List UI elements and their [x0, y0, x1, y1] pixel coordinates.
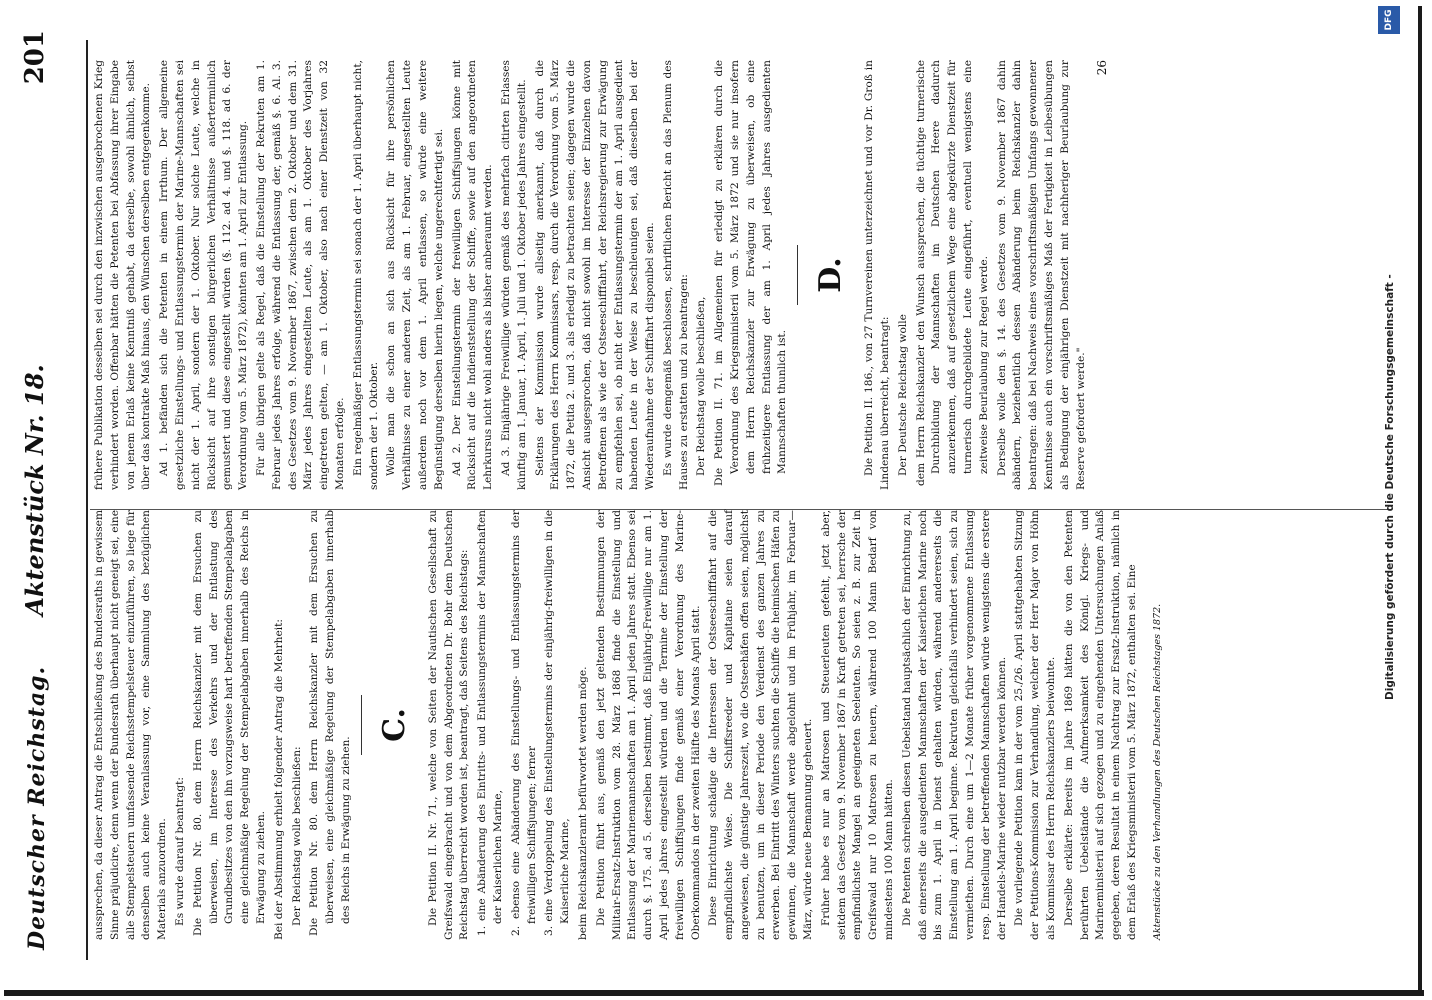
paragraph: Die Petition II. Nr. 71., welche von Seiten der Nautischen Gesellschaft zu Greifswald eingebracht und von dem Abgeordneten Dr. Bohr dem Deutschen Reichstag überreicht worden ist, beantragt, daß Seitens des Reichstags:: [426, 510, 471, 940]
paragraph: Die Petition Nr. 80. dem Herrn Reichskanzler mit dem Ersuchen zu überweisen, eine gleichmäßige Regelung der Stempelabgaben innerhalb des Reichs in Erwägung zu ziehen.: [308, 510, 352, 936]
paragraph: Die Petition II. 186., von 27 Turnvereinen unterzeichnet und vor Dr. Groß in Lindenau überreicht, beantragt:: [863, 60, 892, 490]
paragraph: Der Deutsche Reichstag wolle: [896, 314, 909, 476]
section-heading-c: C.: [376, 708, 412, 742]
dfg-logo: DFG: [1378, 6, 1400, 34]
paragraph: Die Petenten schreiben diesen Uebelstand hauptsächlich der Einrichtung zu, daß einerseits die ausgedienten Mannschaften der Kaiserlichen Marine noch bis zum 1. April in Dienst gehalten würden, während andererseits die Einstellung am 1. April beginne. Rekruten gleichfalls verhindert seien, sich zu vermiethen. Durch eine um 1—2 Monate früher vorgenommene Entlassung resp. Einstellung der betreffenden Mannschaften würde wenigstens die erstere der Handels-Marine wieder nutzbar werden können.: [900, 510, 1008, 940]
paragraph: Bei der Abstimmung erhielt folgender Antrag die Mehrheit:: [272, 619, 285, 940]
header-publication: Deutscher Reichstag.: [24, 665, 50, 950]
left-column: [92, 510, 1164, 940]
list-item: 1. eine Abänderung des Eintritts- und Entlassungstermins der Mannschaften der Kaiserlichen Marine,: [476, 510, 504, 936]
paragraph: Diese Einrichtung schädige die Interessen der Ostseeschifffahrt auf die empfindlichste Weise. Die Schiffsreeder und Kapitaine seien darauf angewiesen, die günstige Jahreszeit, wo die Ostseehäfen offen seien, möglichst zu benutzen, um in dieser Periode den Verdienst des ganzen Jahres zu erwerben. Bei Eintritt des Winters suchten die Schiffe die heimischen Häfen zu gewinnen, die Mannschaft werde abgelohnt und im Frühjahr, im Februar—März, würde neue Bemannung geheuert.: [707, 510, 815, 940]
paragraph: Derselbe wolle den §. 14. des Gesetzes vom 9. November 1867 dahin abändern, beziehentlich dessen Abänderung beim Reichskanzler dahin beantragen: daß bei Nachweis eines vorschriftsmäßigen Umfangs gewonnener Kenntnisse auch ein vorschriftsmäßiges Maß der Fertigkeit in Leibesübungen als Bedingung der einjährigen Dienstzeit mit nachheriger Beurlaubung zur Reserve gefordert werde.": [995, 60, 1087, 490]
section-divider: [361, 695, 362, 755]
right-column: [92, 60, 1111, 490]
paragraph: Ad 3. Einjährige Freiwillige würden gemäß des mehrfach citirten Erlasses künftig am 1. Januar, 1. April, 1. Juli und 1. Oktober jedes Jahres eingestellt.: [499, 60, 528, 490]
paragraph: Wolle man die schon an sich aus Rücksicht für ihre persönlichen Verhältnisse zu einer anderen Zeit, als am 1. Februar, eingestellten Leute außerdem noch vor dem 1. April entlassen, so würde eine weitere Begünstigung derselben hierin liegen, welche ungerechtfertigt sei.: [385, 60, 445, 490]
paragraph: Seitens der Kommission wurde allseitig anerkannt, daß durch die Erklärungen des Herrn Kommissars, resp. durch die Verordnung vom 5. März 1872, die Petita 2. und 3. als erledigt zu betrachten seien; dagegen wurde die Ansicht ausgesprochen, daß nicht sowohl im Interesse der Einzelnen davon Betroffenen als wie der Ostseeschifffahrt, der Reichsregierung zur Erwägung zu empfehlen sei, ob nicht der Entlassungstermin der am 1. April ausgedient habenden Leute in der Weise zu beschleunigen sei, daß dieselben bei der Wiederaufnahme der Schifffahrt disponibel seien.: [533, 60, 657, 490]
paragraph: Ein regelmäßiger Entlassungstermin sei sonach der 1. April überhaupt nicht, sondern der 1. Oktober.: [351, 60, 380, 490]
signature-marker: 26: [1095, 60, 1110, 76]
page-header: [18, 20, 58, 960]
paragraph: Der Reichstag wolle beschließen,: [695, 296, 708, 476]
scan-edge-left: [4, 990, 1424, 996]
paragraph: Ad 2. Der Einstellungstermin der freiwilligen Schiffsjungen könne mit Rücksicht auf die Indienststellung der Schiffe, sowie auf den angeordneten Lehrkursus nicht wohl anders als bisher anberaumt werden.: [450, 60, 495, 490]
paragraph: Die Petition Nr. 80. dem Herrn Reichskanzler mit dem Ersuchen zu überweisen, im Interesse des Verkehrs und der Entlastung des Grundbesitzes von den ihn vorzugsweise hart betreffenden Stempelabgaben eine gleichmäßige Regelung der Stempelabgaben innerhalb des Reichs in Erwägung zu ziehen.: [191, 510, 267, 936]
section-heading-d: D.: [813, 257, 849, 293]
list-item: 3. eine Verdoppelung des Einstellungstermins der einjährig-freiwilligen in die Kaiserliche Marine,: [543, 510, 572, 936]
paragraph: frühere Publikation desselben sei durch den inzwischen ausgebrochenen Krieg verhindert worden. Offenbar hätten die Petenten bei Abfassung ihrer Eingabe von jenem Erlaß keine Kenntniß gehabt, da derselbe, sowohl ähnlich, selbst über das kontrakte Maß hinaus, den Wünschen derselben entgegenkomme.: [93, 60, 153, 490]
digitization-watermark: Digitalisierung gefördert durch die Deutsche Forschungsgemeinschaft -: [1384, 274, 1396, 700]
header-page-number: 201: [20, 30, 50, 85]
paragraph: Früher habe es nur an Matrosen und Steuerleuten gefehlt, jetzt aber, seitdem das Gesetz vom 9. November 1867 in Kraft getreten sei, herrsche der empfindlichste Mangel an geeigneten Seeleuten. So seien z. B. zur Zeit in Greifswald nur 10 Matrosen zu heuern, während 100 Mann Bedarf von mindestens 100 Mann hätten.: [819, 510, 896, 940]
scan-edge-bottom: [1418, 6, 1422, 996]
paragraph: aussprechen, da dieser Antrag die Entschließung des Bundesraths in gewissem Sinne präjudicire, denn wenn der Bundesrath überhaupt nicht geneigt sei, eine alle Stempelsteuern umfassende Reichsstempelsteuer einzuführen, so liege für denselben auch keine Veranlassung vor, eine Sammlung des bezüglichen Materials anzuordnen.: [93, 510, 169, 940]
header-rule: [86, 40, 88, 960]
paragraph: Für alle übrigen gelte als Regel, daß die Einstellung der Rekruten am 1. Februar jedes Jahres erfolge, während die Entlassung der, gemäß §. 6. Al. 3. des Gesetzes vom 9. November 1867, zwischen dem 2. Oktober und dem 31. März jedes Jahres eingestellten Leute, als am 1. Oktober des Vorjahres eingetreten gelten, — am 1. Oktober, also nach einer Dienstzeit von 32 Monaten erfolge.: [254, 60, 346, 490]
paragraph: Die vorliegende Petition kam in der vom 25./26. April stattgehabten Sitzung der Petitions-Kommission zur Verhandlung, welcher der Herr Major von Höhn als Kommissar des Herrn Reichskanzlers beiwohnte.: [1013, 510, 1058, 940]
paragraph: Die Petition II. 71. im Allgemeinen für erledigt zu erklären durch die Verordnung des Kriegsministerii vom 5. März 1872 und sie nur insofern dem Herrn Reichskanzler zur Erwägung zu überweisen, ob eine frühzeitigere Entlassung der am 1. April jedes Jahres ausgedienten Mannschaften thunlich ist.: [713, 60, 789, 486]
header-document-number: Aktenstück Nr. 18.: [20, 364, 49, 616]
paragraph: Ad 1. befänden sich die Petenten in einem Irrthum. Der allgemeine gesetzliche Einstellungs- und Entlassungstermin der Marine-Mannschaften sei nicht der 1. April, sondern der 1. Oktober. Nur solche Leute, welche in Rücksicht auf ihre sonstigen bürgerlichen Verhältnisse außerterminlich gemustert und diese eingestellt würden (§. 112. ad 4. und §. 118. ad 6. der Verordnung vom 5. März 1872), könnten am 1. April zur Entlassung.: [158, 60, 250, 490]
paragraph: Es wurde demgemäß beschlossen, schriftlichen Bericht an das Plenum des Hauses zu erstatten und zu beantragen:: [661, 60, 690, 490]
paragraph: dem Herrn Reichskanzler den Wunsch aussprechen, die tüchtige turnerische Durchbildung der Mannschaften im Deutschen Heere dadurch anzuerkennen, daß auf gesetzlichem Wege eine abgekürzte Dienstzeit für turnerisch durchgebildete Leute eingeführt, eventuell wenigstens eine zeitweise Beurlaubung zur Regel werde.: [914, 60, 990, 486]
paragraph: Es wurde darauf beantragt:: [173, 777, 186, 926]
paragraph: beim Reichskanzleramt befürwortet werden möge.: [576, 666, 589, 940]
paragraph: Der Reichstag wolle beschließen:: [290, 746, 303, 926]
paragraph: Die Petition führt aus, gemäß den jetzt geltenden Bestimmungen der Militair-Ersatz-Instruktion vom 28. März 1868 finde die Einstellung und Entlassung der Marinemannschaften am 1. April jeden Jahres statt. Ebenso sei durch §. 175. ad 5. derselben bestimmt, daß Einjährig-Freiwillige nur am 1. April jedes Jahres eingestellt würden und die Termine der Einstellung der freiwilligen Schiffsjungen finde gemäß einer Verordnung des Marine-Oberkommandos in der zweiten Hälfte des Monats April statt.: [594, 510, 702, 940]
section-divider: [797, 245, 798, 305]
paragraph: Derselbe erklärte: Bereits im Jahre 1869 hätten die von den Petenten berührten Uebelstände die Aufmerksamkeit des Königl. Kriegs- und Marineministerii auf sich gezogen und zu eingehenden Untersuchungen Anlaß gegeben, deren Resultat in einem Nachtrag zur Ersatz-Instruktion, nämlich in dem Erlaß des Kriegsministerii vom 5. März 1872, enthalten sei. Eine: [1062, 510, 1139, 940]
list-item: 2. ebenso eine Abänderung des Einstellungs- und Entlassungstermins der freiwilligen Schiffsjungen; ferner: [509, 510, 538, 936]
footnote: Aktenstücke zu den Verhandlungen des Deutschen Reichstages 1872.: [1151, 603, 1163, 940]
